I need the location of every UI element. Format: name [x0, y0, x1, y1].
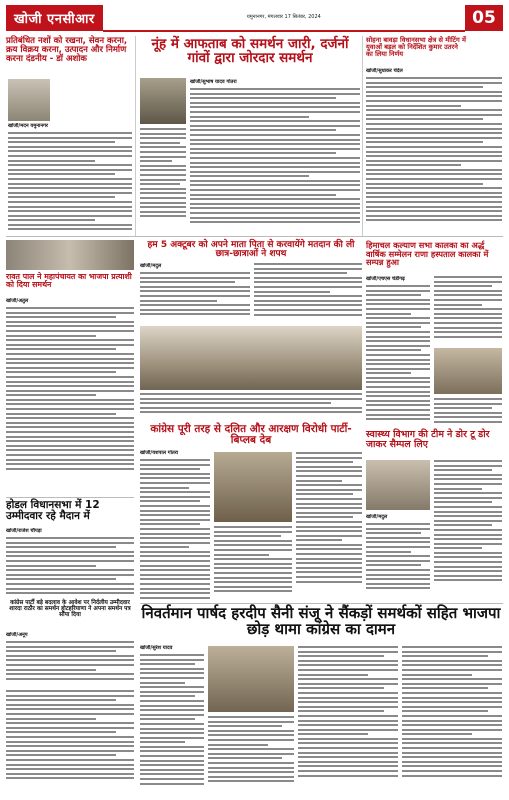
story-body-right-top	[366, 68, 502, 233]
byline: खोजी/मदुल	[366, 514, 388, 520]
page-number: 05	[465, 5, 503, 31]
headline-left-mid: रावत पाल ने महापंचायत का भाजपा प्रत्याशी को दिया समर्थन	[6, 272, 132, 290]
group-photo	[6, 240, 134, 270]
story-body-right-mid	[366, 276, 430, 426]
health-team-photo	[366, 460, 430, 510]
story-body-bottom-col5	[402, 646, 502, 796]
byline: खोजी/सुधाकर चंदेल	[366, 68, 403, 74]
story-body-right-mid-col2	[434, 276, 502, 346]
joining-photo	[208, 646, 294, 712]
story-body-center-top-col2	[140, 128, 186, 228]
masthead-title-box	[6, 5, 103, 31]
byline: खोजी/सुरेश यादव	[140, 645, 173, 651]
column-rule	[362, 36, 363, 236]
story-body-left-box	[6, 632, 134, 686]
story-body-center-mid	[140, 263, 250, 323]
portrait-photo	[8, 79, 50, 121]
headline-center-low: कांग्रेस पूरी तरह से दलित और आरक्षण विरोधी पार्टी- बिप्लब देब	[150, 423, 352, 447]
story-body-left-top	[8, 123, 132, 231]
column-rule	[135, 36, 136, 236]
story-body-right-mid-col3	[434, 398, 502, 428]
students-photo	[140, 326, 362, 390]
story-body-right-low-col2	[434, 460, 502, 600]
byline: खोजी/यशपाल गोतरा	[140, 450, 179, 456]
headline-right-top: सोहना बावड़ा विधानसभा क्षेत्र से मीटिंग में युवाओं बड़ल को निर्देशित कुमार उतरने का लिया निर्णय	[366, 36, 466, 58]
dateline-text: यमुनानगर, मंगलवार 17 सितंबर, 2024	[246, 14, 321, 20]
byline: खोजी/एचएस चंडीगढ़	[366, 276, 405, 282]
headline-center-top: नूंह में आफताब को समर्थन जारी, दर्जनों गांवों द्वारा जोरदार समर्थन	[151, 36, 349, 67]
headline-left-box: कांग्रेस पार्टी बड़े बदलाव के आवेश पर निर्दलीय उम्मीदवार शारदा राठौर का समर्थन होटहरियाणा ने अपना समर्थन पत्र सौंपा दिया	[9, 600, 131, 619]
story-body-center-low	[140, 450, 210, 600]
story-body-center-low-col2	[214, 526, 292, 600]
headline-left-low: होडल विधानसभा में 12 उम्मीदवार रहे मैदान में	[6, 499, 100, 523]
story-body-bottom-col1	[6, 690, 134, 796]
story-body-center-top	[190, 79, 360, 229]
masthead-dateline	[103, 4, 465, 32]
story-body-center-low-col3	[296, 452, 362, 600]
headline-bottom: निवर्तमान पार्षद हरदीप सैनी संजू ने सैंकड़ों समर्थकों सहित भाजपा छोड़ थामा कांग्रेस का दामन	[141, 604, 501, 638]
headline-right-mid: हिमाचल कल्याण सभा कालका का अर्द्ध वार्षिक सम्मेलन राणा हस्पताल कालका में सम्पन्न हुआ	[366, 240, 489, 268]
story-body-bottom-col4	[298, 646, 398, 796]
story-body-left-low	[6, 528, 134, 598]
byline: खोजी/अतुल	[6, 298, 29, 304]
byline: खोजी/सुभाष यादव गोतरा	[190, 79, 237, 85]
masthead-title: खोजी एनसीआर	[14, 12, 95, 27]
byline: खोजी/मदुल	[140, 263, 162, 269]
story-body-bottom-col2	[140, 645, 204, 795]
rally-photo	[214, 452, 292, 522]
headline-right-low: स्वास्थ्य विभाग की टीम ने डोर टू डोर जाकर सैम्पल लिए	[366, 429, 490, 450]
story-body-bottom-col3	[208, 716, 294, 796]
byline: खोजी/अनूप	[6, 632, 28, 638]
headline-center-mid: हम 5 अक्टूबर को अपने माता पिता से करवायेंगे मतदान की ली छात्र-छात्राओं ने शपथ	[147, 240, 355, 260]
byline: खोजी/राजेश चौपड़ा	[6, 528, 42, 534]
sammelan-photo	[434, 348, 502, 394]
story-body-right-low	[366, 514, 430, 600]
section-divider	[6, 497, 134, 498]
byline: खोजी/मदन यमुनानगर	[8, 123, 48, 129]
section-divider	[6, 236, 503, 237]
masthead	[0, 0, 509, 34]
story-body-left-mid	[6, 298, 134, 494]
candidate-photo	[140, 78, 186, 124]
headline-left-top: प्रतिबंधित नशों को रखना, सेवन करना, क्रय विक्रय करना, उत्पादन और निर्माण करना दंडनीय - डॉ अशोक	[6, 36, 128, 64]
story-body-center-mid-lower	[140, 393, 362, 419]
story-body-center-mid-col2	[254, 263, 362, 323]
